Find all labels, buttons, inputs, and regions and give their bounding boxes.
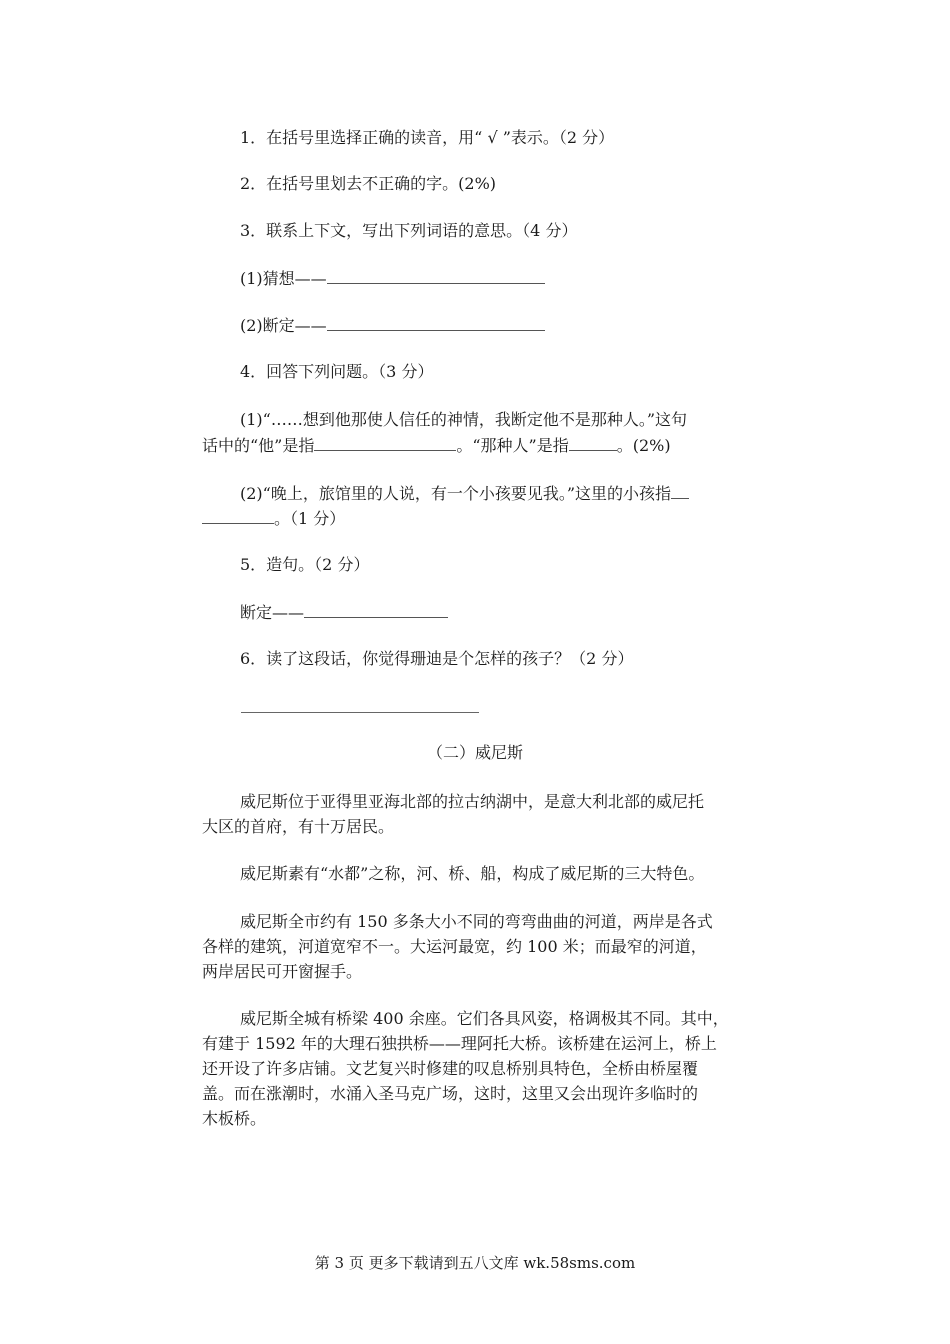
paragraph-4-line4: 盖。而在涨潮时，水涌入圣马克广场，这时，这里又会出现许多临时的 (202, 1084, 699, 1103)
question-5-1-text: 断定—— (240, 603, 305, 622)
question-5-1 (240, 600, 850, 625)
paragraph-4-line2: 有建于 1592 年的大理石独拱桥——理阿托大桥。该桥建在运河上，桥上 (202, 1034, 717, 1053)
question-6-answer-line[interactable] (241, 712, 479, 713)
question-2: 2．在括号里划去不正确的字。(2%) (240, 174, 497, 193)
question-5: 5．造句。（2 分） (240, 555, 370, 574)
question-3-1-text: (1)猜想—— (240, 269, 327, 288)
paragraph-4-line1: 威尼斯全城有桥梁 400 余座。它们各具风姿，格调极其不同。其中， (240, 1009, 729, 1028)
question-4-1-text-a: 话中的“他”是指 (202, 436, 315, 455)
paragraph-3-line1: 威尼斯全市约有 150 多条大小不同的弯弯曲曲的河道，两岸是各式 (240, 912, 713, 931)
answer-blank[interactable] (327, 266, 545, 284)
question-4-2-line1 (240, 481, 850, 506)
question-4-1-text-c: 。(2%) (616, 436, 671, 455)
answer-blank[interactable] (327, 313, 545, 331)
paragraph-4-line5: 木板桥。 (202, 1109, 267, 1128)
answer-blank[interactable] (569, 433, 617, 451)
question-4-2-text-a: (2)“晚上，旅馆里的人说，有一个小孩要见我。”这里的小孩指 (240, 484, 672, 503)
question-4-2-text-b: 。（1 分） (274, 509, 346, 528)
paragraph-4-line3: 还开设了许多店铺。文艺复兴时修建的叹息桥别具特色，全桥由桥屋覆 (202, 1059, 699, 1078)
answer-blank[interactable] (304, 600, 448, 618)
paragraph-1-line2: 大区的首府，有十万居民。 (202, 817, 395, 836)
question-3-1 (240, 266, 850, 291)
question-4: 4．回答下列问题。（3 分） (240, 362, 434, 381)
question-4-1-text-b: 。“那种人”是指 (456, 436, 569, 455)
question-4-1-line1: (1)“……想到他那使人信任的神情，我断定他不是那种人。”这句 (240, 410, 688, 429)
question-1: 1．在括号里选择正确的读音，用“ √ ”表示。（2 分） (240, 128, 615, 147)
question-4-2-line2 (202, 506, 812, 531)
paragraph-2-line1: 威尼斯素有“水都”之称，河、桥、船，构成了威尼斯的三大特色。 (240, 864, 705, 883)
question-3-2 (240, 313, 850, 338)
answer-blank[interactable] (202, 506, 274, 524)
paragraph-3-line3: 两岸居民可开窗握手。 (202, 962, 363, 981)
answer-blank[interactable] (671, 481, 689, 499)
answer-blank[interactable] (314, 433, 456, 451)
passage-title: （二）威尼斯 (426, 743, 523, 762)
page-footer: 第 3 页 更多下载请到五八文库 wk.58sms.com (314, 1254, 636, 1272)
question-6: 6．读了这段话，你觉得珊迪是个怎样的孩子？（2 分） (240, 649, 634, 668)
question-3: 3．联系上下文，写出下列词语的意思。（4 分） (240, 221, 578, 240)
paragraph-3-line2: 各样的建筑，河道宽窄不一。大运河最宽，约 100 米；而最窄的河道， (202, 937, 707, 956)
question-4-1-line2 (202, 433, 812, 458)
question-3-2-text: (2)断定—— (240, 316, 327, 335)
paragraph-1-line1: 威尼斯位于亚得里亚海北部的拉古纳湖中，是意大利北部的威尼托 (240, 792, 705, 811)
